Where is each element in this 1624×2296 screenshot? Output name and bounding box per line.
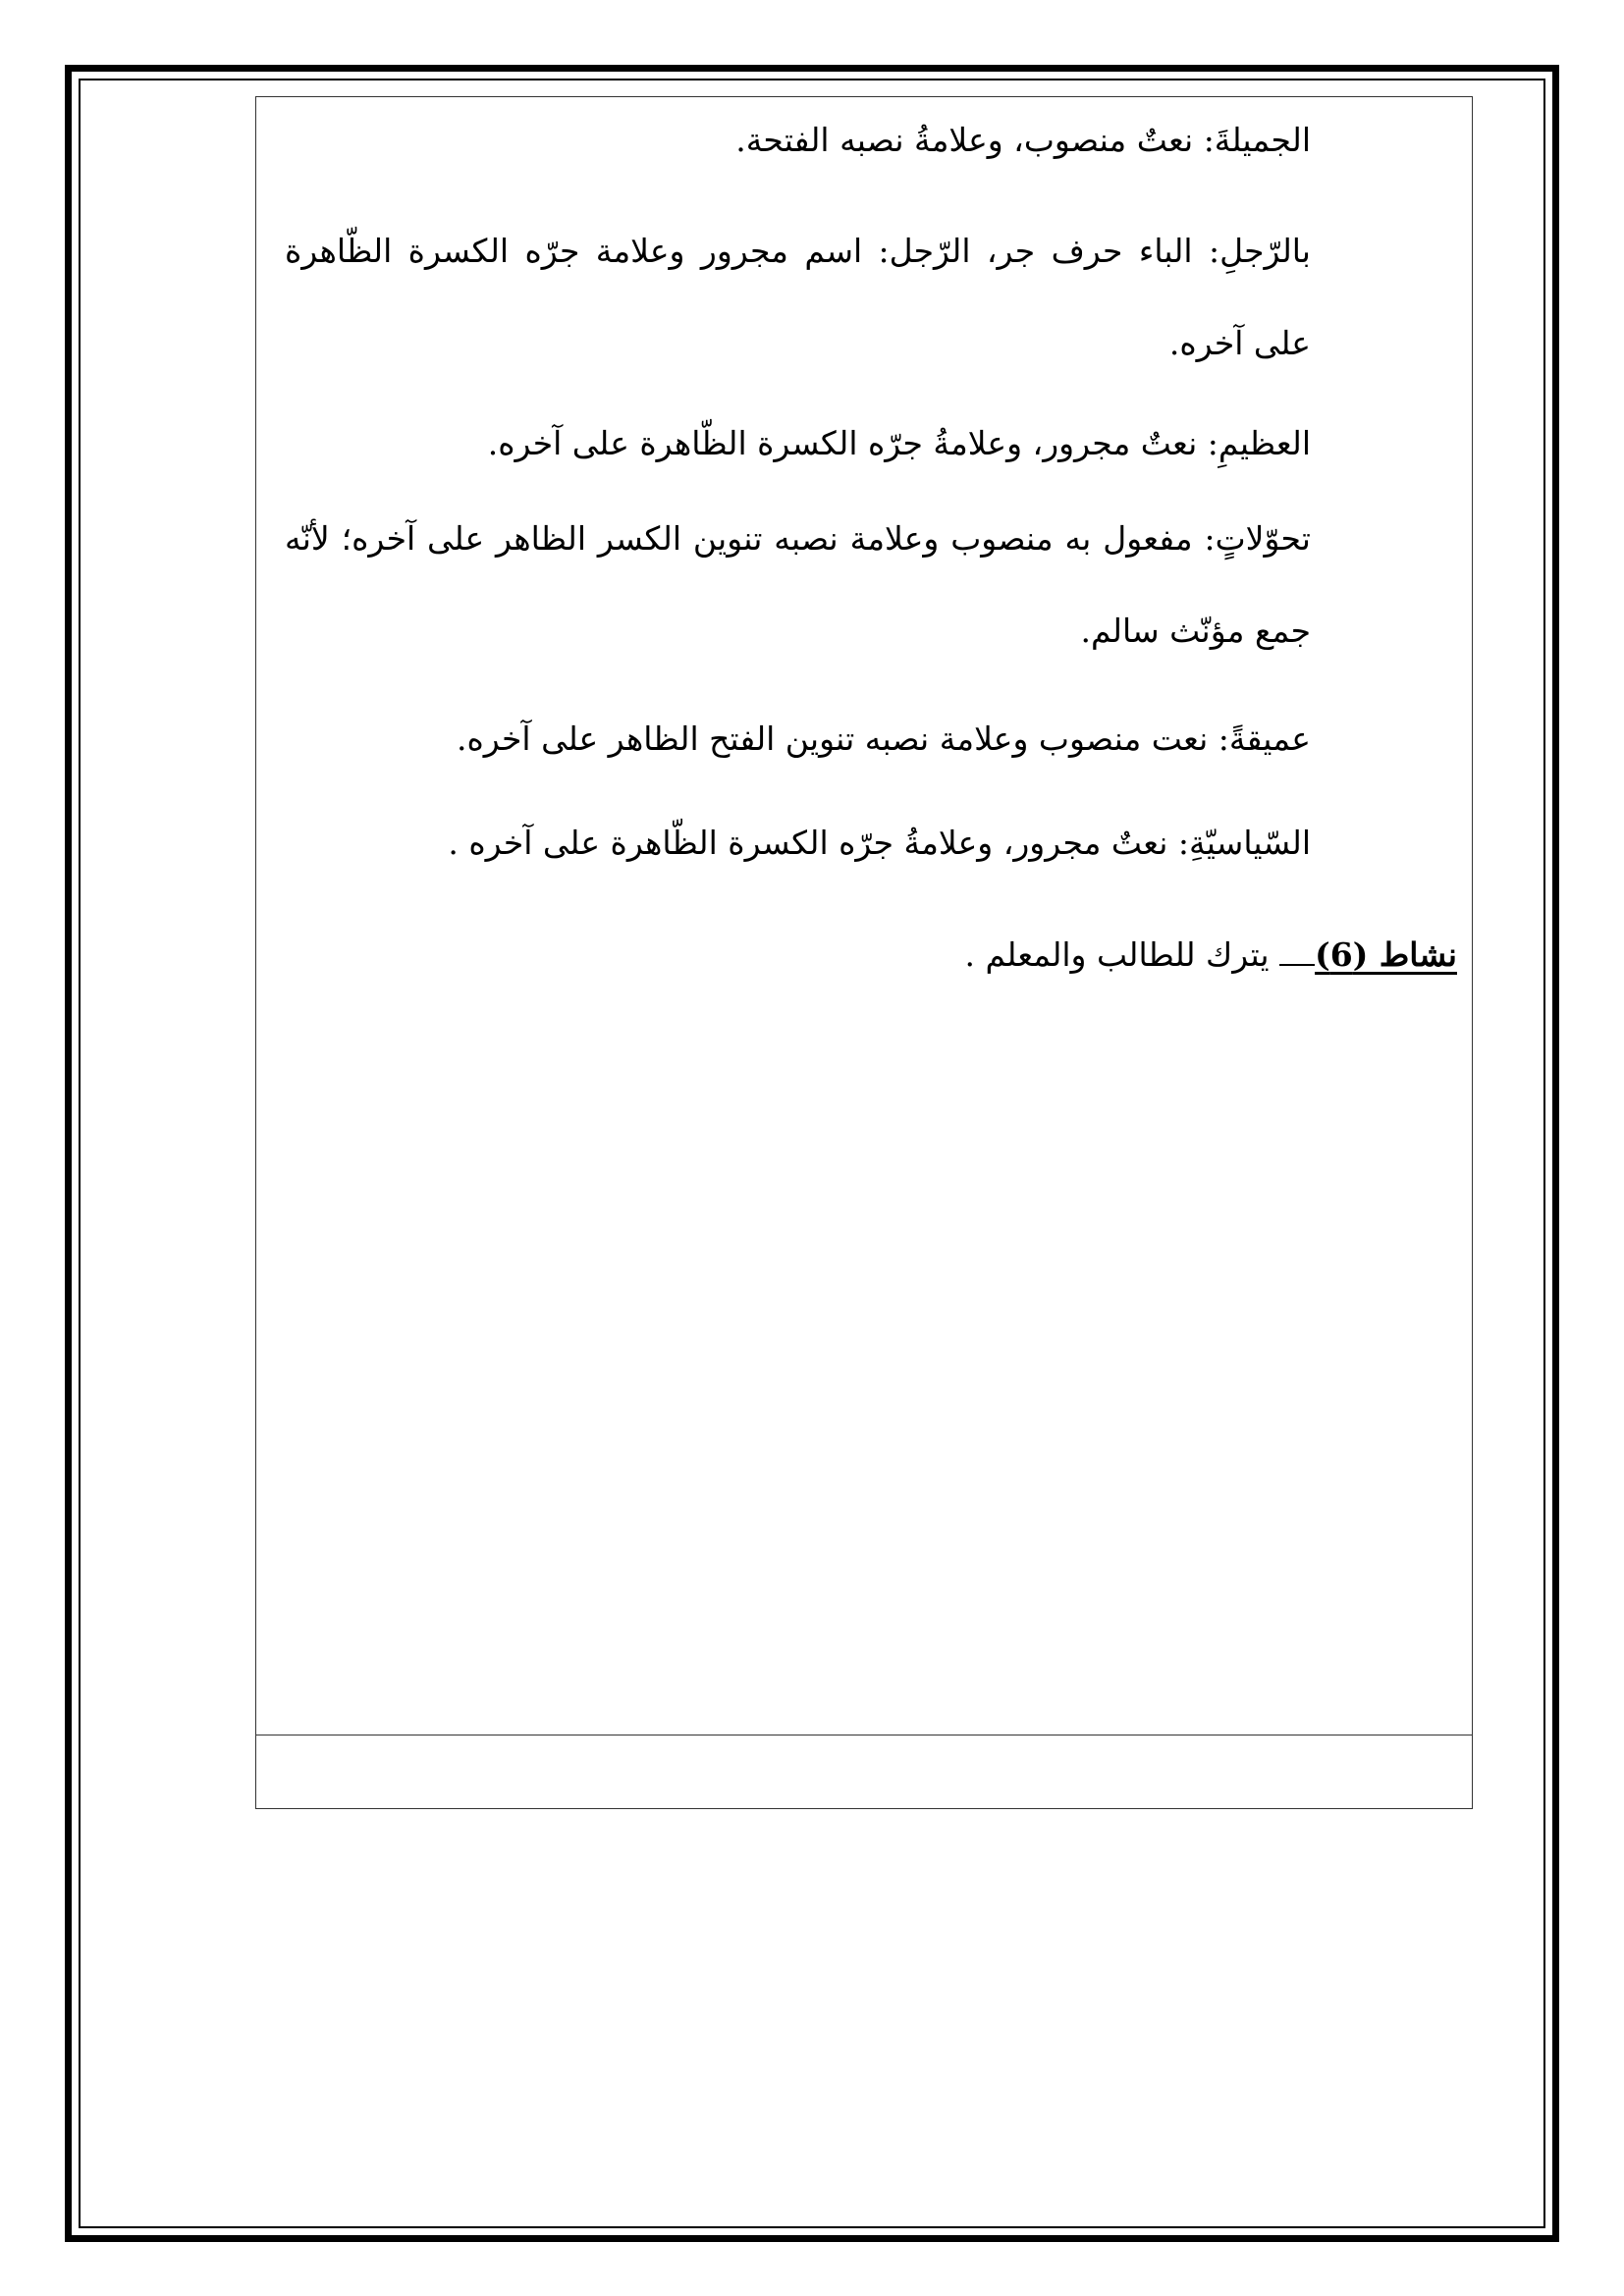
answer-item-5: عميقةً: نعت منصوب وعلامة نصبه تنوين الفتح الظاهر على آخره.	[457, 720, 1311, 758]
activity-label: نشاط (6)	[1315, 935, 1457, 974]
answer-item-2: بالرّجلِ: الباء حرف جر، الرّجل: اسم مجرور وعلامة جرّه الكسرة الظّاهرة على آخره.	[285, 232, 1311, 362]
activity-underline-gap	[1279, 934, 1315, 966]
answer-item-1: الجميلةَ: نعتٌ منصوب، وعلامةُ نصبه الفتحة.	[735, 121, 1311, 159]
answer-item-4: تحوّلاتٍ: مفعول به منصوب وعلامة نصبه تنوين الكسر الظاهر على آخره؛ لأنّه جمع مؤنّث سالم.	[285, 519, 1311, 650]
activity-6	[964, 933, 1457, 978]
activity-text: يترك للطالب والمعلم .	[964, 935, 1270, 974]
answer-item-6: السّياسيّةِ: نعتٌ مجرور، وعلامةُ جرّه الكسرة الظّاهرة على آخره .	[448, 824, 1311, 862]
answer-item-3: العظيمِ: نعتٌ مجرور، وعلامةُ جرّه الكسرة الظّاهرة على آخره.	[487, 424, 1311, 462]
